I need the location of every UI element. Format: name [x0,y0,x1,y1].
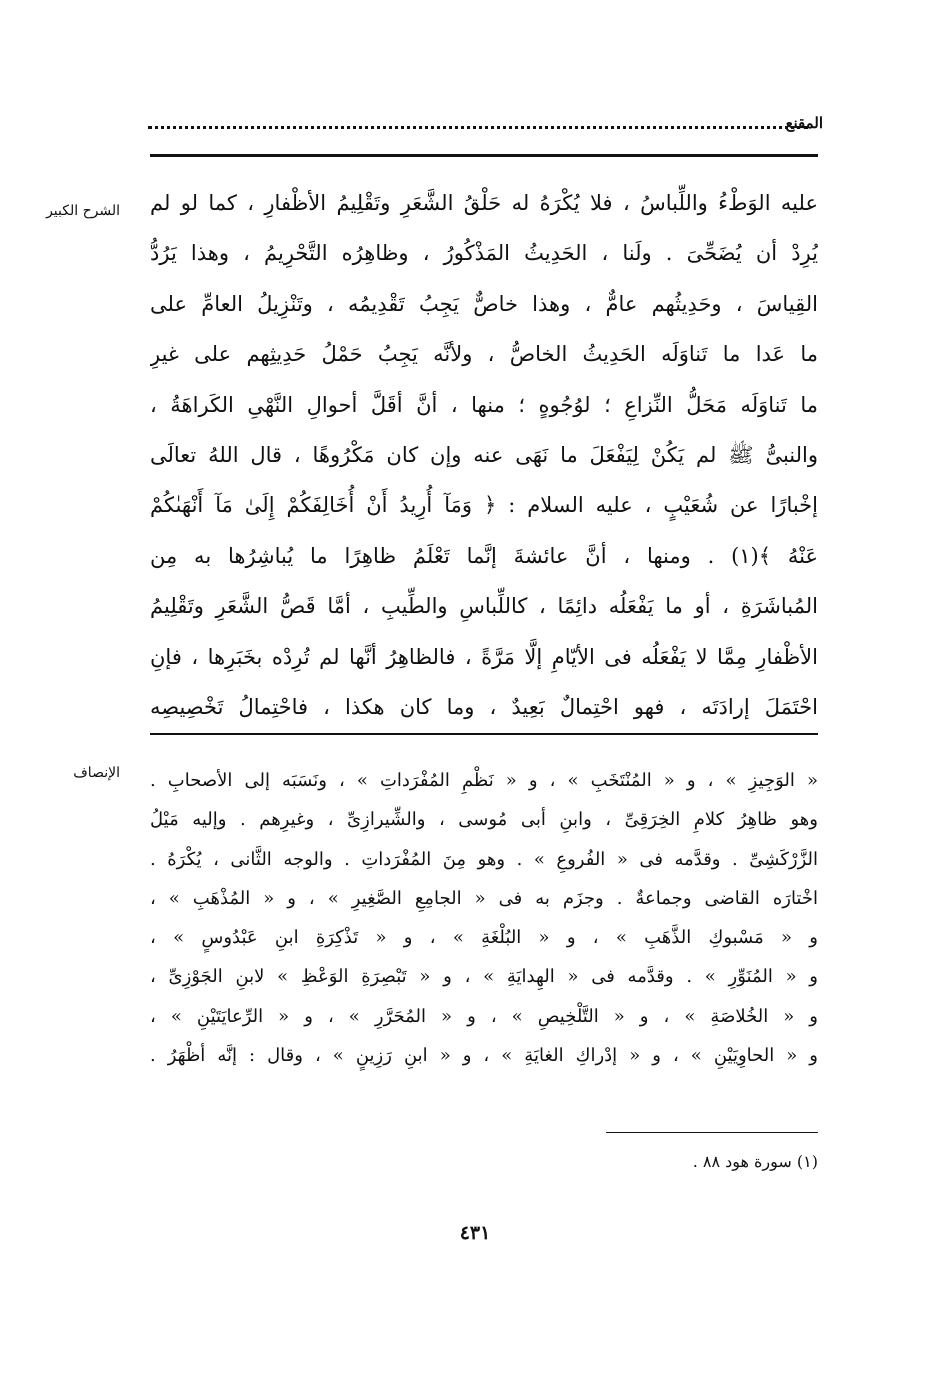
main-text-line: المُباشَرَةِ ، أو ما يَفْعَلُه دائِمًا ، كاللِّباسِ والطِّيبِ ، أمَّا قَصُّ الشَّعَرِ وتَقْلِيمُ [150,594,818,619]
margin-label-sharh: الشرح الكبير [46,203,120,219]
main-text-line: عليه الوَطْءُ واللِّباسُ ، فلا يُكْرَهُ له حَلْقُ الشَّعَرِ وتَقْلِيمُ الأظْفارِ ، كما لو لم [150,191,818,215]
insaf-text-line: اخْتارَه القاضى وجماعةٌ . وجزَم به فى « الجامِعِ الصَّغِيرِ » ، و « المُذْهَبِ » ، [150,887,818,909]
insaf-text-line: و « الخُلاصَةِ » ، و « التَّلْخِيصِ » ، و « المُحَرَّرِ » ، و « الرِّعايَتَيْنِ » ، [150,1005,818,1027]
main-text-line: ما تَناوَلَه مَحَلُّ النِّزاعِ ؛ لوُجُوهٍ ؛ منها ، أنَّ أقَلَّ أحوالِ النَّهْىِ الكَراهَةُ ، [150,392,818,417]
insaf-text-line: و « الحاوِيَيْنِ » ، و « إدْراكِ الغايَةِ » ، و « ابنِ رَزِينٍ » ، وقال : إنَّه أظْهَرُ . [150,1045,818,1067]
insaf-text-line: « الوَجِيزِ » ، و « المُنْتَخَبِ » ، و « نَظْمِ المُفْرَداتِ » ، ونَسَبَه إلى الأصحابِ . [150,770,818,791]
footnote: (١) سورة هود ٨٨ . [692,1152,818,1171]
insaf-text-line: و « مَسْبوكِ الذَّهَبِ » ، و « البُلْغَةِ » ، و « تَذْكِرَةِ ابنِ عَبْدُوسٍ » ، [150,927,818,949]
page-number: ٤٣١ [459,1222,491,1244]
header-rule [150,154,818,157]
main-text-line: يُرِدْ أن يُضَحِّىَ . ولَنا ، الحَدِيثُ المَذْكُورُ ، وظاهِرُه التَّحْرِيمُ ، وهذا يَرُدُّ [150,241,818,266]
margin-label-insaf: الإنصاف [73,765,120,781]
section-divider [150,733,818,735]
insaf-text-line: الزَّرْكَشِىِّ . وقدَّمه فى « الفُروعِ » . وهو مِنَ المُفْرَداتِ . والوجه الثَّانى ، يُكْرَهُ . [150,848,818,870]
insaf-text-line: وهو ظاهِرُ كلامِ الخِرَقِىِّ ، وابنِ أبى مُوسى ، والشِّيرازِىِّ ، وغيرِهم . وإليه مَيْلُ [150,809,818,831]
main-text-line: الأظْفارِ مِمَّا لا يَفْعَلُه فى الأيّامِ إلَّا مَرَّةً ، فالظاهِرُ أنَّها لم تُرِدْه بخَبَرِها ، فإنِ [150,644,818,669]
running-header [148,112,823,142]
main-text-line: احْتَمَلَ إرادَتَه ، فهو احْتِمالٌ بَعِيدٌ ، وما كان هكذا ، فاحْتِمالُ تَخْصِيصِه [150,694,818,719]
main-text-line: إخْبارًا عن شُعَيْبٍ ، عليه السلام : ﴿ وَمَآ أُرِيدُ أَنْ أُخَالِفَكُمْ إِلَىٰ مَآ أَنْهَىٰكُمْ [150,493,818,518]
insaf-text-block [150,761,818,1075]
insaf-text-line: و « المُنَوِّرِ » . وقدَّمه فى « الهِدايَةِ » ، و « تَبْصِرَةِ الوَعْظِ » لابنِ الجَوْزِىِّ ، [150,966,818,988]
main-text-block [150,178,818,732]
running-title: المقنع [785,114,823,132]
main-text-line: والنبىُّ ﷺ لم يَكُنْ لِيَفْعَلَ ما نَهَى عنه وإن كان مَكْرُوهًا ، قال اللهُ تعالَى [150,442,818,467]
footnote-rule [606,1132,818,1133]
header-dotted-leader [148,126,808,129]
main-text-line: عَنْهُ ﴾(١) . ومنها ، أنَّ عائشةَ إنَّما تَعْلَمُ ظاهِرًا ما يُباشِرُها به مِن [150,543,818,568]
main-text-line: ما عَدا ما تَناوَلَه الحَدِيثُ الخاصُّ ، ولأنَّه يَجِبُ حَمْلُ حَدِيثِهم على غيرِ [150,342,818,367]
main-text-line: القِياسَ ، وحَدِيثُهم عامٌّ ، وهذا خاصٌّ يَجِبُ تَقْدِيمُه ، وتَنْزِيلُ العامِّ على [150,291,818,316]
